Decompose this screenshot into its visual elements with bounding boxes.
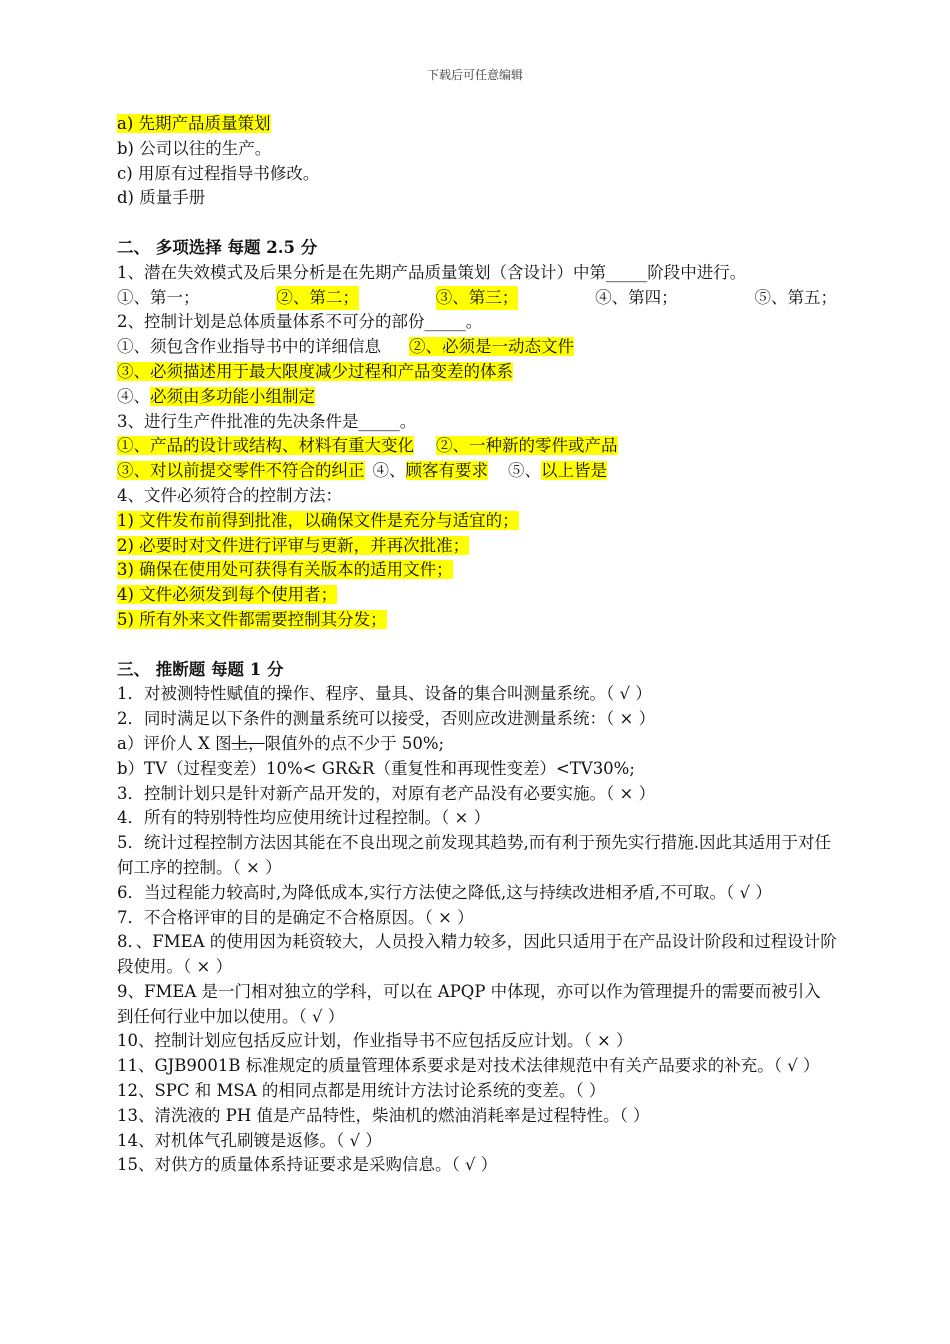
option-d: d) 质量手册: [117, 188, 206, 208]
s3-item-14: 14、对机体气孔刷镀是返修。（ √ ）: [117, 1130, 382, 1150]
s2-q1-option-5: ⑤、第五；: [754, 287, 837, 307]
s2-question-4: 4、文件必须符合的控制方法：: [117, 485, 342, 505]
s2-q1-option-4: ④、第四；: [595, 287, 678, 307]
s2-q2-option-4: 必须由多功能小组制定: [150, 386, 315, 406]
s2-q4-option-2: 2) 必要时对文件进行评审与更新，并再次批准；: [117, 535, 470, 555]
s2-q4-option-5: 5) 所有外来文件都需要控制其分发；: [117, 609, 387, 629]
option-a: a) 先期产品质量策划: [117, 114, 271, 133]
s3-item-2a-strike: 上，: [231, 733, 265, 753]
s3-item-13: 13、清洗液的 PH 值是产品特性，柴油机的燃油消耗率是过程特性。（ ）: [117, 1105, 650, 1125]
s3-item-2a-post: 限值外的点不少于 50%;: [264, 733, 445, 753]
option-b: b) 公司以往的生产。: [117, 138, 272, 158]
document-body: [117, 112, 837, 1178]
s2-question-1: 1、潜在失效模式及后果分析是在先期产品质量策划（含设计）中第_____阶段中进行。: [117, 262, 747, 282]
s2-q3-option-4: 顾客有要求: [405, 461, 488, 481]
s2-question-3: 3、进行生产件批准的先决条件是_____。: [117, 411, 417, 431]
s2-q4-option-3: 3) 确保在使用处可获得有关版本的适用文件；: [117, 560, 453, 580]
s3-item-2a: [117, 732, 837, 757]
s3-item-2b: b）TV（过程变差）10%< GR&R（重复性和再现性变差）<TV30%;: [117, 758, 635, 778]
page-header: 下载后可任意编辑: [426, 68, 523, 82]
s3-item-5: 5．统计过程控制方法因其能在不良出现之前发现其趋势,而有利于预先实行措施.因此其适用于对任何工序的控制。（ × ）: [117, 833, 831, 877]
s2-q4-option-4: 4) 文件必须发到每个使用者；: [117, 585, 338, 605]
s2-q3-options-row2: [117, 459, 837, 484]
s3-item-2a-pre: a）评价人 X 图: [117, 733, 232, 753]
s2-q2-option-4-num: ④、: [117, 386, 150, 406]
s3-item-6: 6．当过程能力较高时,为降低成本,实行方法使之降低,这与持续改进相矛盾,不可取。（ √ ）: [117, 882, 772, 902]
s2-q3-options-row1: [117, 434, 837, 459]
s2-q1-option-3: ③、第三；: [436, 286, 519, 311]
s3-item-1: 1．对被测特性赋值的操作、程序、量具、设备的集合叫测量系统。（ √ ）: [117, 684, 652, 704]
s3-item-7: 7．不合格评审的目的是确定不合格原因。（ × ）: [117, 907, 474, 927]
s3-item-3: 3．控制计划只是针对新产品开发的，对原有老产品没有必要实施。（ × ）: [117, 783, 656, 803]
s3-item-12: 12、SPC 和 MSA 的相同点都是用统计方法讨论系统的变差。（ ）: [117, 1081, 606, 1101]
s2-q3-option-4-num: ④、: [372, 461, 406, 481]
s3-item-10: 10、控制计划应包括反应计划，作业指导书不应包括反应计划。（ × ）: [117, 1031, 633, 1051]
s2-question-2: 2、控制计划是总体质量体系不可分的部份_____。: [117, 312, 483, 332]
section-3-title: 三、 推断题 每题 1 分: [117, 659, 284, 679]
s2-q2-option-3: ③、必须描述用于最大限度减少过程和产品变差的体系: [117, 361, 513, 381]
s2-q3-option-1: ①、产品的设计或结构、材料有重大变化: [117, 436, 414, 456]
s2-q2-option-1: ①、须包含作业指导书中的详细信息: [117, 337, 381, 357]
s2-q3-option-3: ③、对以前提交零件不符合的纠正: [117, 461, 365, 481]
s2-q2-option-2: ②、必须是一动态文件: [409, 337, 574, 357]
s2-q1-option-2: ②、第二；: [276, 286, 359, 311]
s3-item-2: 2．同时满足以下条件的测量系统可以接受，否则应改进测量系统：（ × ）: [117, 709, 656, 729]
s2-q4-option-1: 1) 文件发布前得到批准，以确保文件是充分与适宜的；: [117, 510, 519, 530]
s2-q1-option-1: ①、第一；: [117, 287, 200, 307]
option-c: c) 用原有过程指导书修改。: [117, 163, 320, 183]
s3-item-4: 4．所有的特别特性均应使用统计过程控制。（ × ）: [117, 808, 491, 828]
s2-q3-option-5: 以上皆是: [541, 461, 607, 481]
s2-q3-option-5-num: ⑤、: [508, 461, 541, 481]
section-2-title: 二、 多项选择 每题 2.5 分: [117, 237, 318, 257]
s3-item-9: 9、FMEA 是一门相对独立的学科，可以在 APQP 中体现，亦可以作为管理提升的需要而被引入到任何行业中加以使用。（ √ ）: [117, 981, 821, 1026]
s2-q2-options-row1: [117, 335, 837, 360]
s3-item-11: 11、GJB9001B 标准规定的质量管理体系要求是对技术法律规范中有关产品要求的补充。（ √ ）: [117, 1056, 820, 1076]
s3-item-8: 8．、FMEA 的使用因为耗资较大，人员投入精力较多，因此只适用于在产品设计阶段和过程设计阶段使用。（ × ）: [117, 932, 837, 977]
s2-q1-options: [117, 286, 837, 311]
s3-item-15: 15、对供方的质量体系持证要求是采购信息。（ √ ）: [117, 1155, 498, 1175]
s2-q3-option-2: ②、一种新的零件或产品: [436, 436, 618, 456]
